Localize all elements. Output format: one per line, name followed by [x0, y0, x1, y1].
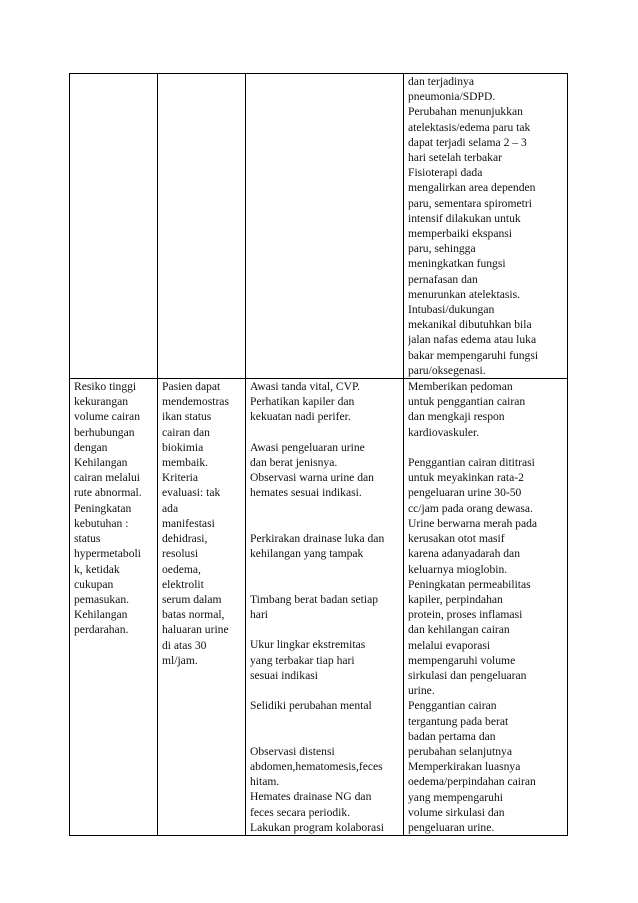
- text-line: feces secara periodik.: [250, 805, 351, 819]
- intervention-wound-drainage: [250, 531, 400, 561]
- text-line: Intubasi/dukungan: [408, 303, 495, 317]
- text-line: k, ketidak: [74, 562, 120, 576]
- text-line: cairan melalui: [74, 471, 140, 485]
- table-cell-diagnosis: [70, 74, 158, 379]
- nursing-care-plan-table: [69, 73, 568, 836]
- text-line: cairan dan: [162, 425, 210, 439]
- text-line: meningkatkan fungsi: [408, 257, 506, 271]
- text-line: biokimia: [162, 440, 204, 454]
- text-line: paru, sehingga: [408, 242, 476, 256]
- text-line: menurunkan atelektasis.: [408, 287, 521, 301]
- text-line: perdarahan.: [74, 623, 129, 637]
- text-line: paru/oksegenasi.: [408, 363, 486, 377]
- text-line: kehilangan yang tampak: [250, 547, 364, 561]
- text-line: cukupan: [74, 577, 114, 591]
- goal-criteria-text: [162, 379, 242, 668]
- text-line: hypermetaboli: [74, 547, 141, 561]
- text-line: yang terbakar tiap hari: [250, 653, 355, 667]
- text-line: dehidrasi,: [162, 532, 208, 546]
- text-line: rute abnormal.: [74, 486, 142, 500]
- text-line: Timbang berat badan setiap: [250, 592, 379, 606]
- text-line: untuk penggantian cairan: [408, 395, 526, 409]
- text-line: kapiler, perpindahan: [408, 592, 503, 606]
- text-line: abdomen,hematomesis,feces: [250, 760, 383, 774]
- intervention-mental-status: [250, 698, 400, 713]
- text-line: karena adanyadarah dan: [408, 547, 521, 561]
- text-line: hari setelah terbakar: [408, 151, 502, 165]
- text-line: kekurangan: [74, 395, 129, 409]
- text-line: protein, proses inflamasi: [408, 608, 523, 622]
- text-line: dan terjadinya: [408, 75, 474, 88]
- text-line: berhubungan: [74, 425, 135, 439]
- text-line: Observasi warna urine dan: [250, 471, 374, 485]
- intervention-abdominal-distension: [250, 744, 400, 835]
- text-line: membaik.: [162, 456, 209, 470]
- text-line: Kehilangan: [74, 608, 128, 622]
- text-line: volume cairan: [74, 410, 140, 424]
- text-line: mendemostras: [162, 395, 229, 409]
- text-line: kebutuhan :: [74, 516, 129, 530]
- text-line: di atas 30: [162, 638, 207, 652]
- text-line: batas normal,: [162, 608, 225, 622]
- text-line: haluaran urine: [162, 623, 229, 637]
- text-line: Awasi pengeluaran urine: [250, 440, 365, 454]
- text-line: Perubahan menunjukkan: [408, 105, 523, 119]
- text-line: hari: [250, 608, 269, 622]
- text-line: pernafasan dan: [408, 272, 478, 286]
- rationale-text: [408, 74, 564, 378]
- text-line: status: [74, 532, 101, 546]
- table-row: [70, 74, 568, 379]
- text-line: memperbaiki ekspansi: [408, 227, 512, 241]
- text-line: ada: [162, 501, 179, 515]
- text-line: jalan nafas edema atau luka: [408, 333, 537, 347]
- text-line: dengan: [74, 440, 108, 454]
- text-line: dan kehilangan cairan: [408, 623, 510, 637]
- table-cell-rationale: [404, 74, 568, 379]
- rationale-text: [408, 379, 564, 835]
- diagnosis-text: [74, 379, 154, 637]
- text-line: ml/jam.: [162, 653, 198, 667]
- text-line: evaluasi: tak: [162, 486, 221, 500]
- text-line: paru, sementara spirometri: [408, 196, 532, 210]
- text-line: mempengaruhi volume: [408, 653, 516, 667]
- text-line: Pasien dapat: [162, 380, 221, 394]
- text-line: resolusi: [162, 547, 199, 561]
- text-line: yang mempengaruhi: [408, 790, 503, 804]
- text-line: mekanikal dibutuhkan bila: [408, 318, 532, 332]
- text-line: Lakukan program kolaborasi: [250, 820, 384, 834]
- text-line: Observasi distensi: [250, 744, 335, 758]
- text-line: dapat terjadi selama 2 – 3: [408, 135, 527, 149]
- intervention-urine-output: [250, 440, 400, 501]
- intervention-vital-signs: [250, 379, 400, 425]
- table-cell-goal: [158, 74, 246, 379]
- text-line: oedema,: [162, 562, 201, 576]
- text-line: kekuatan nadi perifer.: [250, 410, 351, 424]
- text-line: Perhatikan kapiler dan: [250, 395, 355, 409]
- text-line: sesuai indikasi: [250, 668, 318, 682]
- table-cell-rationale: [404, 379, 568, 836]
- text-line: Urine berwarna merah pada: [408, 516, 538, 530]
- table-cell-goal: [158, 379, 246, 836]
- text-line: urine.: [408, 684, 435, 698]
- text-line: dan berat jenisnya.: [250, 456, 338, 470]
- text-line: untuk meyakinkan rata-2: [408, 471, 524, 485]
- text-line: ikan status: [162, 410, 212, 424]
- text-line: atelektasis/edema paru tak: [408, 120, 531, 134]
- text-line: hitam.: [250, 775, 280, 789]
- text-line: Kriteria: [162, 471, 199, 485]
- text-line: badan pertama dan: [408, 729, 496, 743]
- text-line: Penggantian cairan: [408, 699, 497, 713]
- text-line: pengeluaran urine.: [408, 820, 495, 834]
- text-line: Fisioterapi dada: [408, 166, 483, 180]
- intervention-measure-extremity: [250, 637, 400, 683]
- text-line: hemates sesuai indikasi.: [250, 486, 362, 500]
- text-line: pemasukan.: [74, 592, 130, 606]
- text-line: intensif dilakukan untuk: [408, 211, 521, 225]
- text-line: Ukur lingkar ekstremitas: [250, 638, 366, 652]
- text-line: oedema/perpindahan cairan: [408, 775, 536, 789]
- text-line: Memperkirakan luasnya: [408, 760, 521, 774]
- text-line: pengeluaran urine 30-50: [408, 486, 522, 500]
- table-cell-intervention: [246, 379, 404, 836]
- text-line: Peningkatan: [74, 501, 132, 515]
- table-row: [70, 379, 568, 836]
- text-line: [408, 440, 564, 455]
- text-line: keluarnya mioglobin.: [408, 562, 508, 576]
- text-line: kerusakan otot masif: [408, 532, 505, 546]
- text-line: Awasi tanda vital, CVP.: [250, 380, 361, 394]
- table-cell-diagnosis: [70, 379, 158, 836]
- text-line: elektrolit: [162, 577, 204, 591]
- text-line: volume sirkulasi dan: [408, 805, 505, 819]
- text-line: perubahan selanjutnya: [408, 744, 512, 758]
- intervention-weigh-daily: [250, 592, 400, 622]
- text-line: bakar mempengaruhi fungsi: [408, 348, 539, 362]
- text-line: melalui evaporasi: [408, 638, 491, 652]
- text-line: Hemates drainase NG dan: [250, 790, 372, 804]
- text-line: kardiovaskuler.: [408, 425, 480, 439]
- text-line: dan mengkaji respon: [408, 410, 505, 424]
- text-line: pneumonia/SDPD.: [408, 90, 496, 104]
- text-line: cc/jam pada orang dewasa.: [408, 501, 533, 515]
- text-line: Peningkatan permeabilitas: [408, 577, 531, 591]
- text-line: manifestasi: [162, 516, 215, 530]
- text-line: Kehilangan: [74, 456, 128, 470]
- text-line: serum dalam: [162, 592, 222, 606]
- text-line: Perkirakan drainase luka dan: [250, 532, 385, 546]
- text-line: mengalirkan area dependen: [408, 181, 536, 195]
- table-cell-intervention: [246, 74, 404, 379]
- text-line: Memberikan pedoman: [408, 380, 513, 394]
- text-line: Resiko tinggi: [74, 380, 137, 394]
- text-line: sirkulasi dan pengeluaran: [408, 668, 527, 682]
- text-line: Penggantian cairan dititrasi: [408, 456, 535, 470]
- text-line: tergantung pada berat: [408, 714, 509, 728]
- text-line: Selidiki perubahan mental: [250, 699, 372, 713]
